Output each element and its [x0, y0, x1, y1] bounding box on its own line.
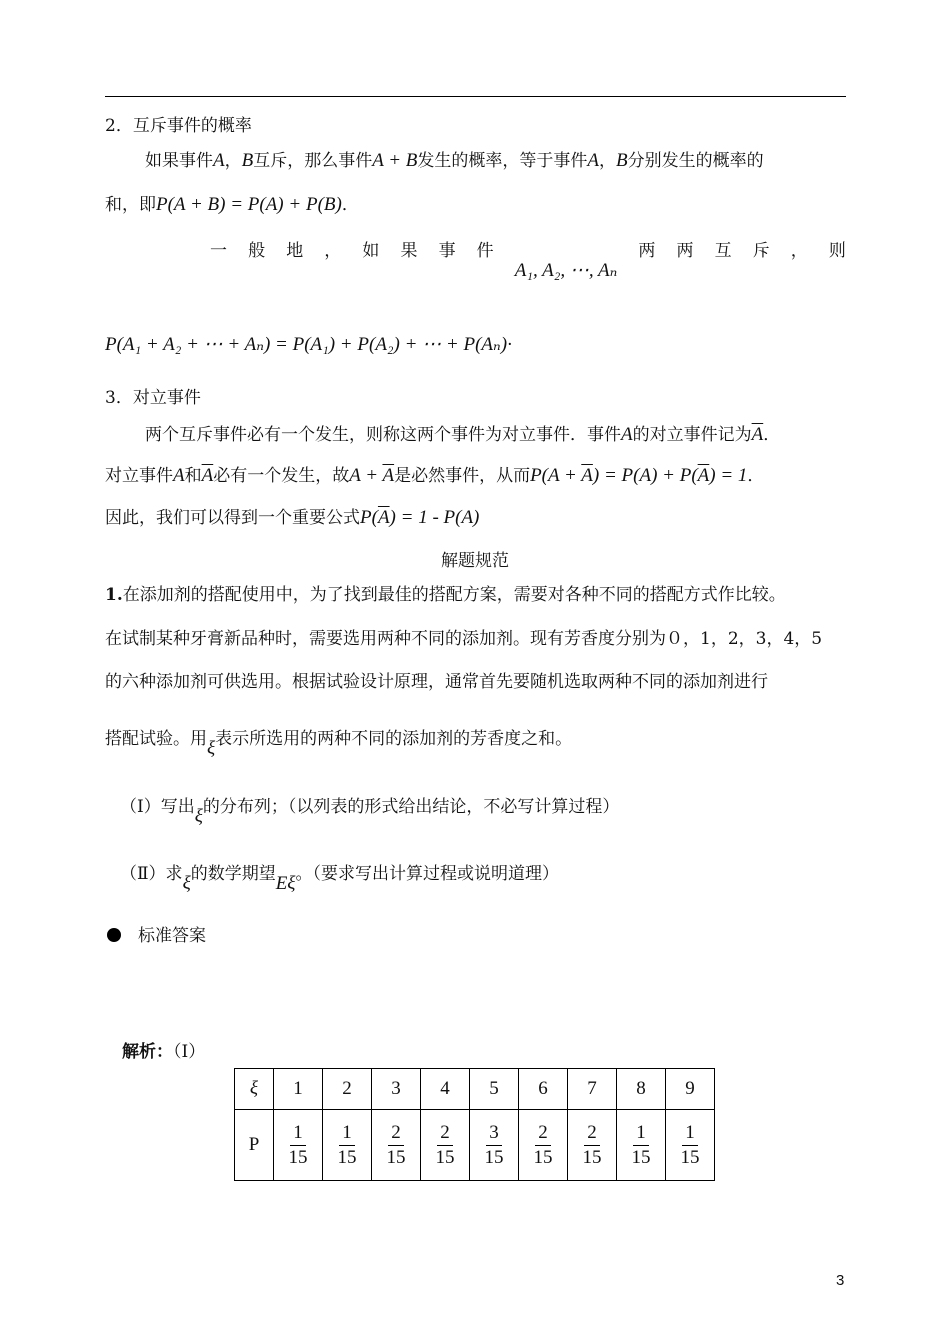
table-header-xi: ξ	[235, 1069, 274, 1110]
table-cell: $\frac{1}{15}$	[323, 1110, 372, 1181]
addition-formula: P(A + B) = P(A) + P(B)	[156, 194, 342, 215]
table-cell: 3	[372, 1069, 421, 1110]
section3-paragraph-line2: 对立事件A和$\overline{A}$必有一个发生，故$A + \overline{A}$是必然事件，从而$P(A + \overline{A}) = P(A) + P(\overline{A}) = 1$．	[105, 465, 765, 486]
problem-line1: 1.在添加剂的搭配使用中，为了找到最佳的搭配方案，需要对各种不同的搭配方式作比较。	[105, 585, 786, 605]
general-addition-formula: P(A₁ + A₂ + ⋯ + Aₙ) = P(A₁) + P(A₂) + ⋯ + P(Aₙ)·	[105, 334, 513, 355]
section-title: 解题规范	[441, 551, 509, 571]
problem-line3: 的六种添加剂可供选用。根据试验设计原理，通常首先要随机选取两种不同的添加剂进行	[105, 672, 768, 692]
analysis-heading: 解析：（Ⅰ）	[122, 1042, 206, 1062]
question-1: （Ⅰ）写出ξ的分布列；（以列表的形式给出结论，不必写计算过程）	[120, 797, 620, 827]
table-row	[235, 1069, 715, 1110]
table-cell: $\frac{1}{15}$	[666, 1110, 715, 1181]
table-cell: 7	[568, 1069, 617, 1110]
table-cell: $\frac{2}{15}$	[372, 1110, 421, 1181]
section2-paragraph-line1: 如果事件A，B互斥，那么事件A + B发生的概率，等于事件A，B分别发生的概率的	[145, 150, 764, 171]
question-2: （Ⅱ）求ξ的数学期望Eξ。（要求写出计算过程或说明道理）	[120, 864, 559, 894]
answer-label: 标准答案	[138, 926, 206, 946]
table-row	[235, 1110, 715, 1181]
section2-heading: 2．互斥事件的概率	[105, 116, 252, 136]
table-cell: $\frac{3}{15}$	[470, 1110, 519, 1181]
table-cell: $\frac{1}{15}$	[617, 1110, 666, 1181]
table-cell: $\frac{2}{15}$	[421, 1110, 470, 1181]
section3-paragraph-line3: 因此，我们可以得到一个重要公式$P(\overline{A}) = 1 - P(A)$	[105, 507, 480, 528]
table-cell: 2	[323, 1069, 372, 1110]
table-cell: 1	[274, 1069, 323, 1110]
general-statement: 一 般 地 ， 如 果 事 件 A₁, A₂, ⋯, Aₙ 两 两 互 斥 ， 则	[210, 241, 846, 281]
page-number: 3	[836, 1272, 845, 1289]
distribution-table	[234, 1068, 715, 1181]
problem-line2: 在试制某种牙膏新品种时，需要选用两种不同的添加剂。现有芳香度分别为０，1，2，3，4，5	[105, 629, 823, 649]
bullet-icon	[107, 928, 121, 942]
events-list: A₁, A₂, ⋯, Aₙ	[514, 260, 618, 281]
table-cell: 5	[470, 1069, 519, 1110]
section2-paragraph-line2: 和，即P(A + B) = P(A) + P(B)．	[105, 194, 359, 215]
table-cell: $\frac{1}{15}$	[274, 1110, 323, 1181]
table-cell: 6	[519, 1069, 568, 1110]
table-cell: $\frac{2}{15}$	[568, 1110, 617, 1181]
section3-heading: 3．对立事件	[105, 388, 201, 408]
table-cell: 9	[666, 1069, 715, 1110]
header-rule	[105, 96, 846, 97]
section3-paragraph-line1: 两个互斥事件必有一个发生，则称这两个事件为对立事件．事件A的对立事件记为$\overline{A}$．	[145, 424, 781, 445]
table-cell: 4	[421, 1069, 470, 1110]
table-cell: $\frac{2}{15}$	[519, 1110, 568, 1181]
table-header-p: P	[235, 1110, 274, 1181]
problem-line4: 搭配试验。用ξ表示所选用的两种不同的添加剂的芳香度之和。	[105, 729, 573, 759]
table-cell: 8	[617, 1069, 666, 1110]
